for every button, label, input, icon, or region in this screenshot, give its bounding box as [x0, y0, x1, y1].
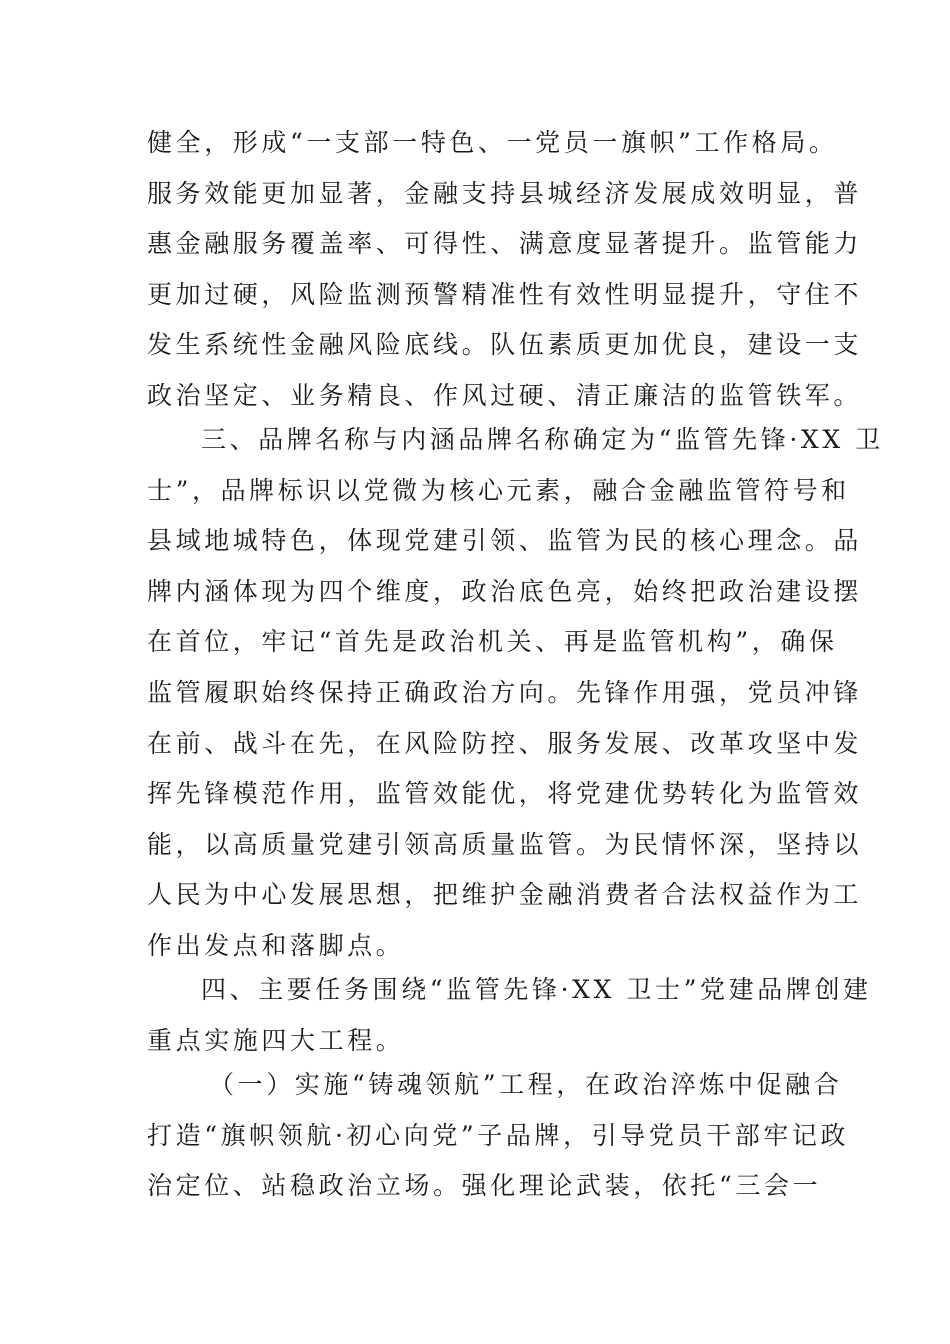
text-line: 作出发点和落脚点。	[147, 930, 405, 960]
text-line: 士”，品牌标识以党微为核心元素，融合金融监管符号和	[147, 475, 850, 505]
text-line: 政治坚定、业务精良、作风过硬、清正廉洁的监管铁军。	[147, 380, 863, 410]
text-line: 三、品牌名称与内涵品牌名称确定为“监管先锋·XX 卫	[201, 425, 884, 454]
text-line: 发生系统性金融风险底线。队伍素质更加优良，建设一支	[147, 330, 863, 360]
text-line: 牌内涵体现为四个维度，政治底色亮，始终把政治建设摆	[147, 576, 863, 606]
text-line: 在前、战斗在先，在风险防控、服务发展、改革攻坚中发	[147, 728, 863, 758]
paragraph-goals-continued	[147, 118, 863, 422]
text-line: 县域地城特色，体现党建引领、监管为民的核心理念。品	[147, 526, 863, 556]
text-line: 四、主要任务围绕“监管先锋·XX 卫士”党建品牌创建	[201, 975, 872, 1004]
text-line: 重点实施四大工程。	[147, 1025, 405, 1055]
text-line: 健全，形成“一支部一特色、一党员一旗帜”工作格局。	[147, 128, 838, 157]
text-line: 人民为中心发展思想，把维护金融消费者合法权益作为工	[147, 880, 863, 910]
text-line: 监管履职始终保持正确政治方向。先锋作用强，党员冲锋	[147, 677, 863, 707]
paragraph-section-three	[147, 415, 884, 972]
text-line: 在首位，牢记“首先是政治机关、再是监管机构”，确保	[147, 627, 838, 657]
text-line: 服务效能更加显著，金融支持县城经济发展成效明显，普	[147, 178, 863, 208]
text-line: 惠金融服务覆盖率、可得性、满意度显著提升。监管能力	[147, 229, 863, 259]
text-line: 更加过硬，风险监测预警精准性有效性明显提升，守住不	[147, 279, 863, 309]
paragraph-section-four	[147, 965, 872, 1066]
text-line: 治定位、站稳政治立场。强化理论武装，依托“三会一	[147, 1171, 822, 1201]
text-line: 打造“旗帜领航·初心向党”子品牌，引导党员干部牢记政	[147, 1120, 850, 1150]
text-line: 能，以高质量党建引领高质量监管。为民情怀深，坚持以	[147, 829, 863, 859]
text-line: 挥先锋模范作用，监管效能优，将党建优势转化为监管效	[147, 779, 863, 809]
text-line: （一）实施“铸魂领航”工程，在政治淬炼中促融合	[209, 1070, 843, 1099]
paragraph-subsection-one	[147, 1060, 850, 1212]
